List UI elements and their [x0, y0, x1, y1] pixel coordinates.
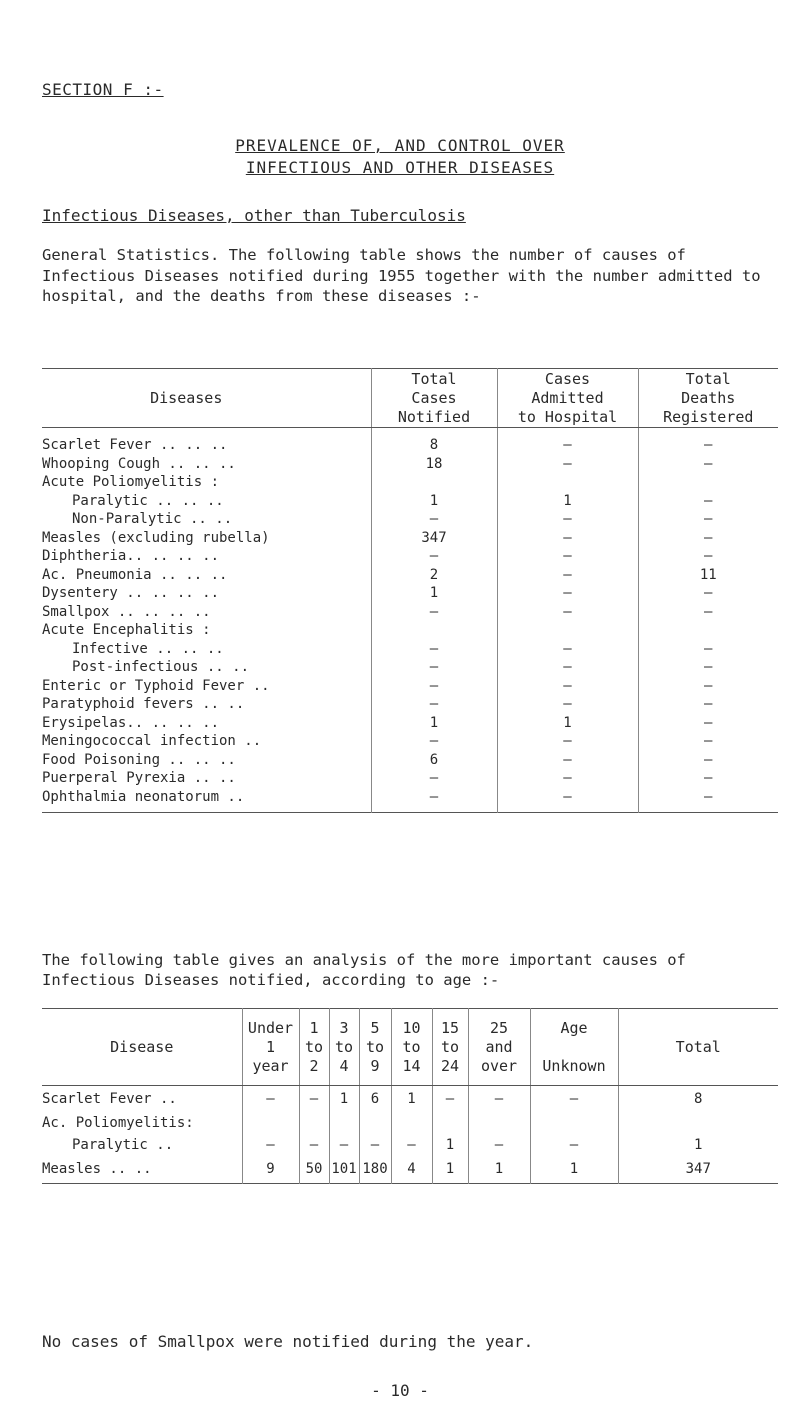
cell-value: [530, 1112, 618, 1134]
notifications-table: [42, 368, 778, 813]
cell-deaths: —: [638, 428, 778, 455]
cell-value: 6: [359, 1086, 391, 1112]
cell-admitted: —: [497, 769, 638, 788]
table-row: [42, 547, 778, 566]
row-label: Paralytic ..: [72, 1136, 174, 1153]
cell-value: [242, 1112, 299, 1134]
cell-deaths: —: [638, 455, 778, 474]
table-row: [42, 566, 778, 585]
cell-admitted: —: [497, 640, 638, 659]
table-row: [42, 751, 778, 770]
row-label: Acute Poliomyelitis :: [42, 474, 220, 490]
cell-value: —: [242, 1086, 299, 1112]
cell-notified: —: [371, 677, 497, 696]
cell-admitted: —: [497, 695, 638, 714]
header-deaths: Total Deaths Registered: [638, 369, 778, 428]
cell-deaths: —: [638, 751, 778, 770]
table-row: [42, 1086, 778, 1112]
cell-notified: 6: [371, 751, 497, 770]
cell-value: —: [329, 1134, 359, 1156]
cell-value: —: [530, 1086, 618, 1112]
cell-deaths: —: [638, 714, 778, 733]
cell-deaths: —: [638, 640, 778, 659]
cell-notified: —: [371, 788, 497, 813]
header-10-to-14: 10 to 14: [391, 1009, 432, 1086]
cell-deaths: —: [638, 603, 778, 622]
cell-admitted: —: [497, 732, 638, 751]
age-analysis-paragraph: The following table gives an analysis of the more important causes of Infectious Diseases notified, according to age :-: [42, 951, 686, 989]
cell-value: —: [242, 1134, 299, 1156]
cell-notified: —: [371, 547, 497, 566]
row-label: Non-Paralytic .. ..: [72, 511, 233, 527]
header-5-to-9: 5 to 9: [359, 1009, 391, 1086]
cell-notified: —: [371, 769, 497, 788]
cell-deaths: —: [638, 677, 778, 696]
cell-value: 1: [329, 1086, 359, 1112]
cell-value: 4: [391, 1156, 432, 1184]
cell-deaths: —: [638, 492, 778, 511]
cell-admitted: —: [497, 566, 638, 585]
cell-notified: 1: [371, 584, 497, 603]
cell-deaths: —: [638, 510, 778, 529]
table-row: [42, 529, 778, 548]
cell-deaths: —: [638, 547, 778, 566]
header-total-notified: Total Cases Notified: [371, 369, 497, 428]
table-row: [42, 677, 778, 696]
row-label: Paratyphoid fevers .. ..: [42, 696, 245, 712]
cell-notified: —: [371, 603, 497, 622]
row-label: Scarlet Fever ..: [42, 1090, 177, 1107]
intro-paragraph: General Statistics. The following table shows the number of causes of Infectious Diseases notified during 1955 together with the number admitted to hospital, and the deaths from these diseases :-: [42, 246, 761, 305]
cell-admitted: —: [497, 428, 638, 455]
cell-admitted: [497, 621, 638, 640]
table-row: [42, 584, 778, 603]
table-row: [42, 492, 778, 511]
row-label: Measles (excluding rubella): [42, 529, 270, 546]
smallpox-footnote: No cases of Smallpox were notified during the year.: [42, 1332, 534, 1351]
table-row: [42, 510, 778, 529]
header-under-1-year: Under 1 year: [242, 1009, 299, 1086]
cell-value: [391, 1112, 432, 1134]
cell-admitted: —: [497, 547, 638, 566]
header-diseases: Diseases: [42, 369, 371, 428]
cell-total: 1: [618, 1134, 778, 1156]
row-label: Whooping Cough .. .. ..: [42, 455, 236, 472]
cell-value: [468, 1112, 530, 1134]
cell-value: —: [468, 1086, 530, 1112]
title-line-2: INFECTIOUS AND OTHER DISEASES: [245, 158, 555, 177]
cell-value: —: [391, 1134, 432, 1156]
header-25-and-over: 25 and over: [468, 1009, 530, 1086]
cell-notified: 2: [371, 566, 497, 585]
cell-total: 347: [618, 1156, 778, 1184]
cell-deaths: 11: [638, 566, 778, 585]
row-label: Infective .. .. ..: [72, 640, 224, 657]
row-label: Acute Encephalitis :: [42, 622, 211, 638]
header-3-to-4: 3 to 4: [329, 1009, 359, 1086]
cell-deaths: —: [638, 732, 778, 751]
cell-value: 1: [468, 1156, 530, 1184]
title-line-1: PREVALENCE OF, AND CONTROL OVER: [235, 136, 565, 155]
header-admitted: Cases Admitted to Hospital: [497, 369, 638, 428]
row-label: Ac. Pneumonia .. .. ..: [42, 566, 228, 583]
row-label: Smallpox .. .. .. ..: [42, 603, 211, 620]
table-row: [42, 788, 778, 813]
row-label: Ac. Poliomyelitis:: [42, 1114, 194, 1131]
cell-notified: —: [371, 658, 497, 677]
row-label: Erysipelas.. .. .. ..: [42, 714, 220, 731]
table-row: [42, 621, 778, 640]
table-row: [42, 769, 778, 788]
cell-notified: —: [371, 695, 497, 714]
header-age-unknown: Age Unknown: [530, 1009, 618, 1086]
cell-deaths: —: [638, 695, 778, 714]
section-label: SECTION F :-: [42, 80, 164, 99]
cell-notified: —: [371, 640, 497, 659]
table-row: [42, 473, 778, 492]
cell-admitted: —: [497, 603, 638, 622]
table-header-row: [42, 1009, 778, 1086]
header-disease: Disease: [42, 1009, 242, 1086]
cell-notified: [371, 473, 497, 492]
cell-deaths: —: [638, 769, 778, 788]
cell-admitted: 1: [497, 714, 638, 733]
cell-value: 1: [530, 1156, 618, 1184]
table-row: [42, 1112, 778, 1134]
cell-admitted: [497, 473, 638, 492]
table-row: [42, 603, 778, 622]
cell-value: —: [299, 1086, 329, 1112]
row-label: Ophthalmia neonatorum ..: [42, 788, 245, 805]
cell-value: —: [359, 1134, 391, 1156]
cell-total: [618, 1112, 778, 1134]
cell-value: [299, 1112, 329, 1134]
cell-notified: 8: [371, 428, 497, 455]
cell-deaths: —: [638, 788, 778, 813]
cell-admitted: —: [497, 455, 638, 474]
cell-value: 50: [299, 1156, 329, 1184]
cell-deaths: —: [638, 658, 778, 677]
cell-deaths: [638, 473, 778, 492]
page-number: - 10 -: [371, 1381, 429, 1400]
cell-admitted: —: [497, 788, 638, 813]
header-total: Total: [618, 1009, 778, 1086]
cell-notified: [371, 621, 497, 640]
cell-value: —: [432, 1086, 468, 1112]
header-15-to-24: 15 to 24: [432, 1009, 468, 1086]
row-label: Food Poisoning .. .. ..: [42, 751, 236, 768]
table-row: [42, 732, 778, 751]
table-row: [42, 714, 778, 733]
cell-value: [359, 1112, 391, 1134]
cell-notified: 1: [371, 714, 497, 733]
row-label: Measles .. ..: [42, 1161, 152, 1178]
cell-value: 1: [391, 1086, 432, 1112]
cell-admitted: —: [497, 751, 638, 770]
table-row: [42, 640, 778, 659]
cell-value: 1: [432, 1156, 468, 1184]
cell-deaths: [638, 621, 778, 640]
row-label: Paralytic .. .. ..: [72, 492, 224, 509]
cell-notified: —: [371, 732, 497, 751]
cell-admitted: —: [497, 677, 638, 696]
row-label: Dysentery .. .. .. ..: [42, 585, 220, 601]
cell-notified: 1: [371, 492, 497, 511]
table-row: [42, 1134, 778, 1156]
row-label: Scarlet Fever .. .. ..: [42, 437, 228, 453]
cell-value: —: [299, 1134, 329, 1156]
table-row: [42, 455, 778, 474]
row-label: Post-infectious .. ..: [72, 659, 250, 675]
table-row: [42, 428, 778, 455]
cell-deaths: —: [638, 529, 778, 548]
age-analysis-table: [42, 1008, 778, 1184]
cell-value: —: [468, 1134, 530, 1156]
cell-value: —: [530, 1134, 618, 1156]
cell-admitted: —: [497, 529, 638, 548]
cell-value: [432, 1112, 468, 1134]
row-label: Enteric or Typhoid Fever ..: [42, 677, 270, 694]
table-row: [42, 658, 778, 677]
cell-value: 101: [329, 1156, 359, 1184]
table-row: [42, 1156, 778, 1184]
cell-admitted: —: [497, 584, 638, 603]
cell-notified: 18: [371, 455, 497, 474]
cell-value: 9: [242, 1156, 299, 1184]
row-label: Diphtheria.. .. .. ..: [42, 548, 220, 564]
cell-notified: 347: [371, 529, 497, 548]
cell-admitted: —: [497, 510, 638, 529]
table-row: [42, 695, 778, 714]
cell-total: 8: [618, 1086, 778, 1112]
cell-admitted: 1: [497, 492, 638, 511]
cell-deaths: —: [638, 584, 778, 603]
header-1-to-2: 1 to 2: [299, 1009, 329, 1086]
cell-value: [329, 1112, 359, 1134]
row-label: Puerperal Pyrexia .. ..: [42, 770, 236, 786]
cell-notified: —: [371, 510, 497, 529]
table-header-row: [42, 369, 778, 428]
subheading: Infectious Diseases, other than Tuberculosis: [42, 206, 466, 225]
cell-value: 1: [432, 1134, 468, 1156]
cell-admitted: —: [497, 658, 638, 677]
row-label: Meningococcal infection ..: [42, 733, 262, 749]
cell-value: 180: [359, 1156, 391, 1184]
